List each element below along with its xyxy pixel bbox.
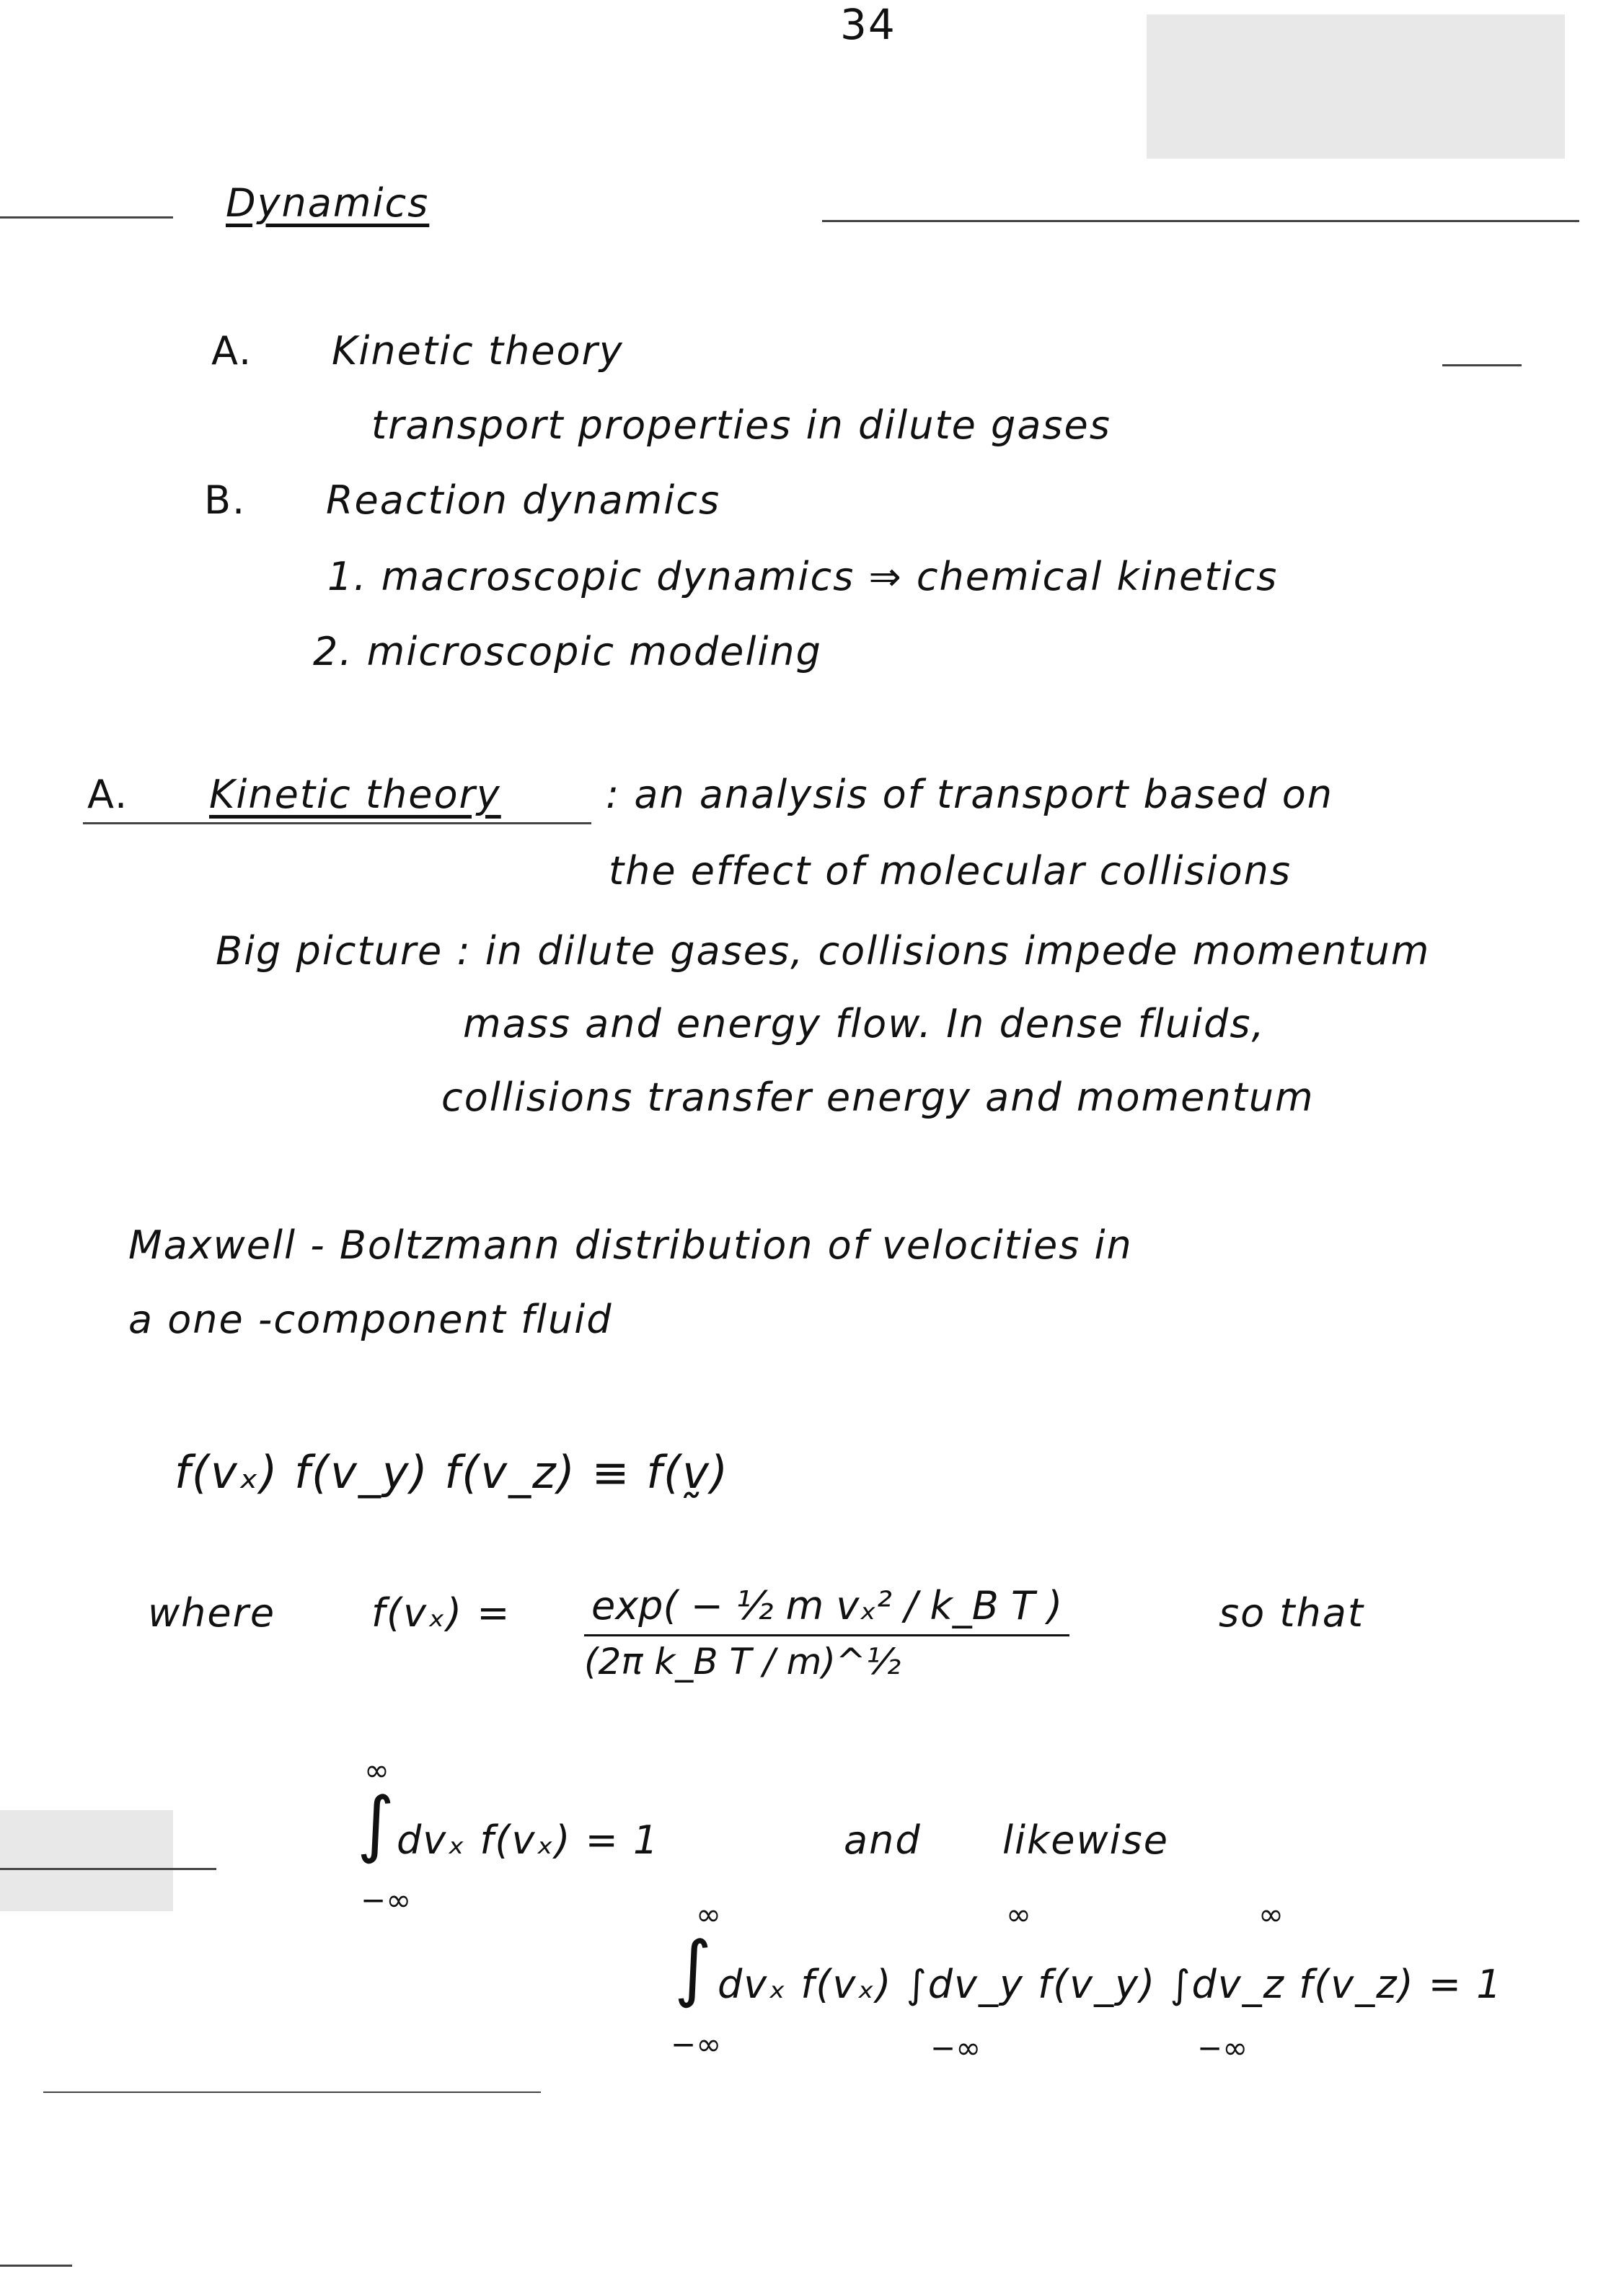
where-label: where xyxy=(148,1590,276,1636)
outline-b-item2: 2. microscopic modeling xyxy=(313,629,822,674)
upper-limit: ∞ xyxy=(696,1897,721,1932)
big-picture-line1: Big picture : in dilute gases, collisions impede momentum xyxy=(216,928,1431,974)
outline-a-sub: transport properties in dilute gases xyxy=(371,402,1111,448)
triple-integral-eq: dvₓ f(vₓ) ∫dv_y f(v_y) ∫dv_z f(v_z) = 1 xyxy=(718,1962,1503,2007)
outline-b-item1: 1. macroscopic dynamics ⇒ chemical kinetics xyxy=(327,554,1279,599)
outline-a-label: A. xyxy=(211,328,253,374)
fraction-denominator: (2π k_B T / m)^½ xyxy=(584,1641,901,1683)
lower-limit: −∞ xyxy=(930,2030,981,2066)
so-that-label: so that xyxy=(1219,1590,1364,1636)
integral-sign: ∫ xyxy=(674,1926,712,2010)
page-number: 34 xyxy=(840,0,896,49)
integral-sign: ∫ xyxy=(357,1781,395,1866)
margin-rule xyxy=(0,1868,216,1870)
mb-line1: Maxwell - Boltzmann distribution of velocities in xyxy=(128,1222,1133,1268)
and-label: and xyxy=(844,1817,922,1863)
normalization-eq: dvₓ f(vₓ) = 1 xyxy=(397,1817,660,1863)
section-a-underline xyxy=(83,822,591,824)
lower-limit: −∞ xyxy=(361,1882,412,1918)
product-equation: f(vₓ) f(v_y) f(v_z) ≡ f(v̰) xyxy=(175,1446,730,1499)
upper-limit: ∞ xyxy=(1258,1897,1284,1932)
outline-a-title: Kinetic theory xyxy=(332,328,624,374)
likewise-label: likewise xyxy=(1002,1817,1170,1863)
fraction-numerator: exp( − ½ m vₓ² / k_B T ) xyxy=(584,1583,1069,1636)
mb-fraction xyxy=(584,1583,1069,1683)
section-a-def1: : an analysis of transport based on xyxy=(606,772,1333,817)
lower-limit: −∞ xyxy=(671,2027,722,2062)
upper-limit: ∞ xyxy=(364,1753,389,1788)
section-a-label: A. xyxy=(87,772,129,817)
outline-b-label: B. xyxy=(204,477,247,523)
heading-rule xyxy=(822,220,1579,222)
upper-limit: ∞ xyxy=(1006,1897,1031,1932)
outline-b-title: Reaction dynamics xyxy=(326,477,721,523)
margin-rule xyxy=(43,2091,541,2093)
fvx-lhs: f(vₓ) = xyxy=(371,1590,511,1636)
section-a-title: Kinetic theory xyxy=(209,772,501,817)
right-rule xyxy=(1442,364,1522,366)
scan-smudge xyxy=(0,1810,173,1911)
section-a-def2: the effect of molecular collisions xyxy=(609,848,1292,894)
big-picture-line3: collisions transfer energy and momentum xyxy=(441,1075,1315,1120)
margin-rule xyxy=(0,2265,72,2267)
lower-limit: −∞ xyxy=(1197,2030,1248,2066)
big-picture-line2: mass and energy flow. In dense fluids, xyxy=(463,1001,1266,1046)
margin-rule xyxy=(0,216,173,219)
scan-smudge xyxy=(1147,14,1565,159)
mb-line2: a one -component fluid xyxy=(128,1297,613,1342)
page-heading: Dynamics xyxy=(226,180,430,226)
